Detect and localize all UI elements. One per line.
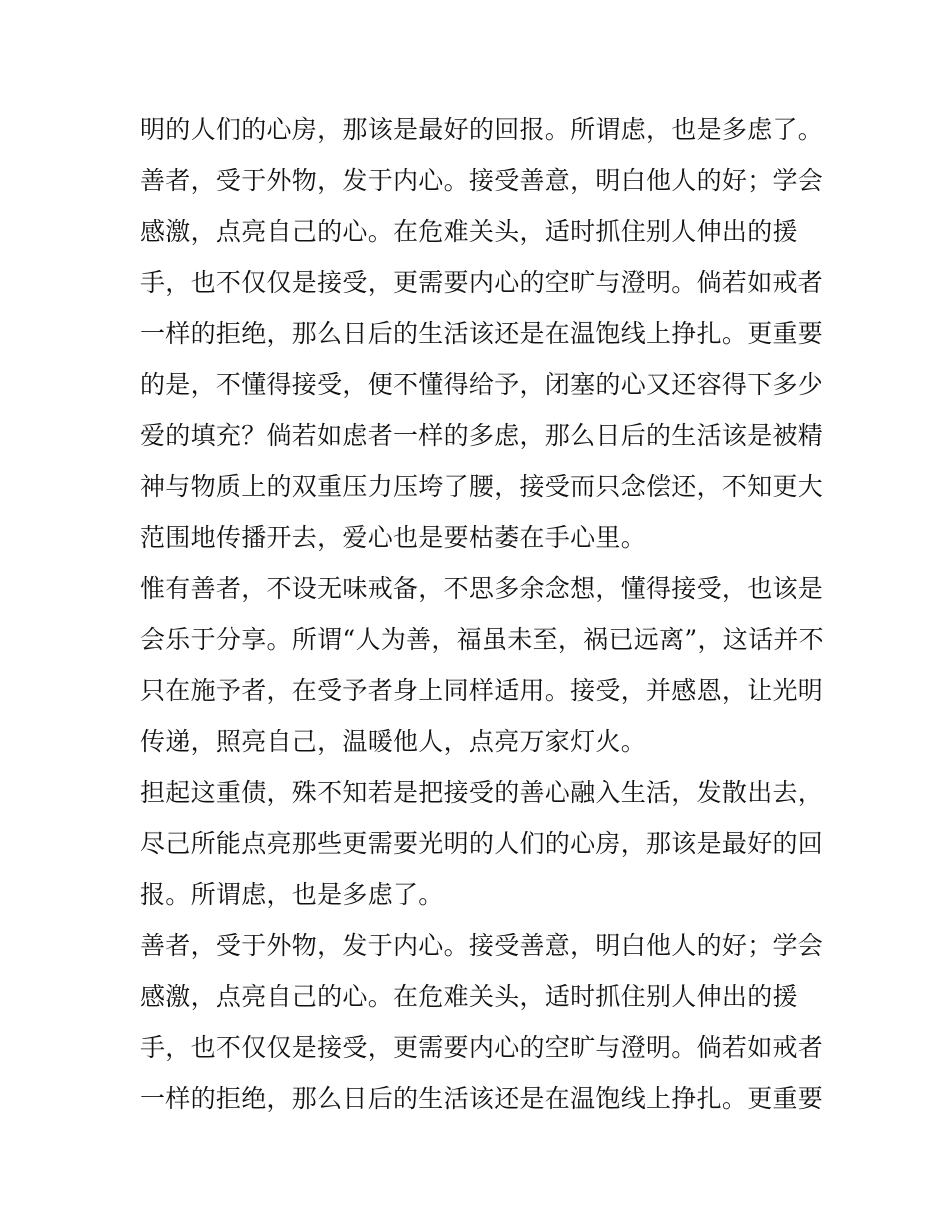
text-line-15: 尽己所能点亮那些更需要光明的人们的心房，那该是最好的回 xyxy=(140,829,824,858)
text-line-6: 的是，不懂得接受，便不懂得给予，闭塞的心又还容得下多少 xyxy=(140,370,824,399)
text-line-7: 爱的填充？倘若如虑者一样的多虑，那么日后的生活该是被精 xyxy=(140,421,824,450)
text-line-8: 神与物质上的双重压力压垮了腰，接受而只念偿还，不知更大 xyxy=(140,472,824,501)
text-line-3: 感激，点亮自己的心。在危难关头，适时抓住别人伸出的援 xyxy=(140,217,798,246)
text-line-17: 善者，受于外物，发于内心。接受善意，明白他人的好；学会 xyxy=(140,931,824,960)
text-line-5: 一样的拒绝，那么日后的生活该还是在温饱线上挣扎。更重要 xyxy=(140,319,824,348)
text-line-1: 明的人们的心房，那该是最好的回报。所谓虑，也是多虑了。 xyxy=(140,115,824,144)
text-line-12: 只在施予者，在受予者身上同样适用。接受，并感恩，让光明 xyxy=(140,676,824,705)
text-line-19: 手，也不仅仅是接受，更需要内心的空旷与澄明。倘若如戒者 xyxy=(140,1033,824,1062)
document-text-body xyxy=(140,104,830,1124)
text-line-9: 范围地传播开去，爱心也是要枯萎在手心里。 xyxy=(140,523,647,552)
text-line-18: 感激，点亮自己的心。在危难关头，适时抓住别人伸出的援 xyxy=(140,982,798,1011)
text-line-20: 一样的拒绝，那么日后的生活该还是在温饱线上挣扎。更重要 xyxy=(140,1084,824,1113)
text-line-4: 手，也不仅仅是接受，更需要内心的空旷与澄明。倘若如戒者 xyxy=(140,268,824,297)
text-line-16: 报。所谓虑，也是多虑了。 xyxy=(140,880,444,909)
text-line-2: 善者，受于外物，发于内心。接受善意，明白他人的好；学会 xyxy=(140,166,824,195)
text-line-14: 担起这重债，殊不知若是把接受的善心融入生活，发散出去， xyxy=(140,778,824,807)
text-line-11: 会乐于分享。所谓“人为善，福虽未至，祸已远离”，这话并不 xyxy=(140,625,824,654)
text-line-10: 惟有善者，不设无味戒备，不思多余念想，懂得接受，也该是 xyxy=(140,574,824,603)
text-line-13: 传递，照亮自己，温暖他人，点亮万家灯火。 xyxy=(140,727,647,756)
